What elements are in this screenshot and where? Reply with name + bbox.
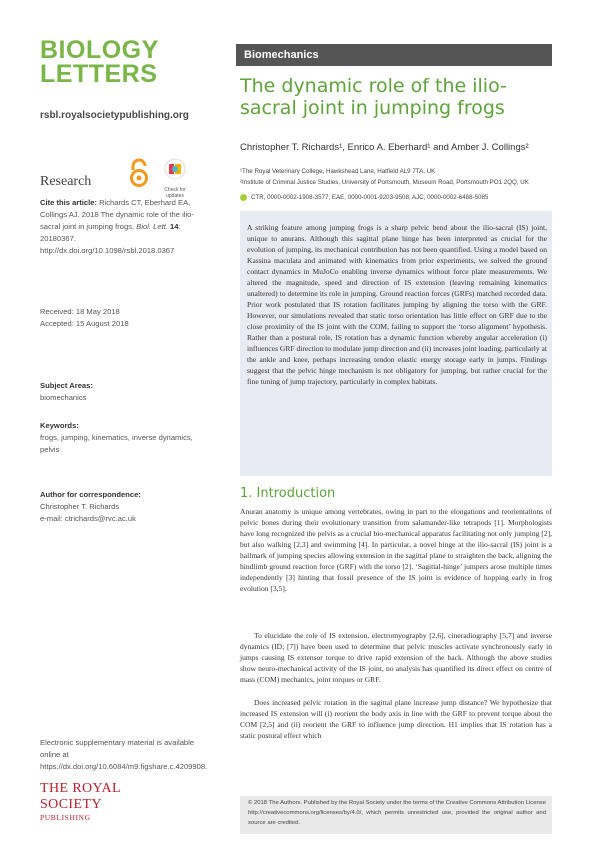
citation-text: Richards CT, Eberhard EA, Collings AJ. 2018 The dynamic role of the ilio-sacral joint in jumping frogs. [40, 198, 194, 231]
copyright-text: © 2018 The Authors. Published by the Royal Society under the terms of the Creative Commons Attribution License http://creativecommons.org/licenses/by/4.0/, which permits unrestricted use, provided the original author and source are credited. [248, 800, 546, 826]
keywords-label: Keywords: [40, 421, 79, 430]
intro-paragraph-3: Does increased pelvic rotation in the sagittal plane increase jump distance? We hypothesize that increased IS extension will (i) reorient the body axis in line with the GRF to prevent torque about the COM [2,5] and (ii) reorient the GRF to influence jump direction. H1 implies that IS rotation has a static postural effect which [240, 698, 552, 740]
intro-heading: 1. Introduction [240, 486, 336, 501]
royal-society-logo-line2: PUBLISHING [40, 813, 91, 822]
orcid-icon [240, 194, 247, 201]
subject-areas-value: biomechanics [40, 393, 87, 402]
section-label: Research [40, 174, 92, 189]
author-list: Christopher T. Richards¹, Enrico A. Eberhard¹ and Amber J. Collings² [240, 142, 529, 153]
citation-journal: Biol. Lett. [136, 222, 168, 231]
supplementary-material-note: Electronic supplementary material is available online at https://dx.doi.org/10.6084/m9.figshare.c.4209908. [40, 738, 208, 771]
intro-paragraph-1: Anuran anatomy is unique among vertebrates, owing in part to the elongations and reorientations of pelvic bones during their evolutionary transition from salamander-like tetrapods [1]. Morphologists have long recognized the pelvis as a crucial bio-mechanical apparatus facilitating not only jumping [2], but also walking [2,3] and swimming [4]. In particular, a novel hinge at the ilio-sacral (IS) joint is a hallmark of jumping species allowing extension in the sagittal plane to straighten the back, aligning the hindlimb ground reaction force (GRF) with the torso [2]. ‘Sagittal-hinge’ jumpers arose multiple times independently [3] hinting that fossil presence of the IS joint is evidence of hopping early in frog evolution [3,5]. [240, 507, 552, 593]
orcid-ids: CTR, 0000-0002-1908-3577; EAE, 0000-0001-9203-9508; AJC, 0000-0002-6488-5085 [251, 194, 489, 201]
citation-block: Cite this article: Richards CT, Eberhard EA, Collings AJ. 2018 The dynamic role of the ilio-sacral joint in jumping frogs. Biol. Lett. 14: 20180367. http://dx.doi.org/10.1098/rsbl.2018.0367 [40, 198, 194, 255]
keywords-block [40, 420, 195, 456]
received-date: Received: 18 May 2018 [40, 307, 120, 316]
check-for-updates-label: Check for updates [164, 187, 186, 199]
journal-logo-line2: LETTERS [40, 60, 158, 88]
royal-society-logo [40, 781, 180, 822]
citation-label: Cite this article: [40, 198, 97, 207]
journal-logo-line1: BIOLOGY [40, 36, 159, 64]
affiliation-1: ¹The Royal Veterinary College, Hawkshead Lane, Hatfield AL9 7TA, UK [240, 168, 436, 175]
abstract-text: A striking feature among jumping frogs is a sharp pelvic bend about the ilio-sacral (IS) joint, unique to anurans. Although this sagittal plane hinge has been interpreted as crucial for the evolution of jumping, its mechanical contribution has not been quantified. Using a model based on Kassina maculata and animated with kinematics from prior experiments, we solved the ground contact dynamics in MuJoCo enabling inverse dynamics without force plate measurements. We altered the magnitude, speed and direction of IS extension (leaving remaining kinematics unaltered) to determine its role in jumping. Ground reaction forces (GRFs) matched recorded data. Prior work postulated that IS rotation facilitates jumping by aligning the torso with the GRF. However, our simulations revealed that static torso orientation has little effect on GRF due to the close proximity of the IS joint with the COM, failing to support the ‘torso alignment’ hypothesis. Rather than a postural role, IS rotation has a dynamic function whereby angular acceleration (i) influences GRF direction to modulate jump direction and (ii) increases joint loading, particularly at the ankle and knee, perhaps increasing tendon elastic energy storage early in jumps. Findings suggest that the pelvic hinge mechanism is not obligatory for jumping, but rather crucial for the fine tuning of jump trajectory, particularly in complex habitats. [247, 223, 547, 386]
correspondence-email[interactable]: e-mail: ctrichards@rvc.ac.uk [40, 514, 136, 523]
citation-doi[interactable]: http://dx.doi.org/10.1098/rsbl.2018.0367 [40, 246, 175, 255]
subject-areas-label: Subject Areas: [40, 381, 93, 390]
royal-society-logo-line1: THE ROYAL SOCIETY [40, 781, 121, 812]
correspondence-label: Author for correspondence: [40, 490, 141, 499]
citation-volume: 14 [170, 222, 179, 231]
topic-band: Biomechanics [236, 44, 552, 66]
intro-paragraph-2: To elucidate the role of IS extension, electromyography [2,6], cineradiography [5,7] and inverse dynamics (ID; [7]) have been used to determine that pelvic muscles activate synchronously early in jumps causing IS extensor torque to drive rapid extension of the back. Although the above studies show neuro-mechanical activity of the IS joint, no analysis has quantified its direct effect on centre of mass (COM) mechanics, joint torques or GRF. [240, 631, 552, 684]
correspondence-name: Christopher T. Richards [40, 502, 120, 511]
journal-url[interactable]: rsbl.royalsocietypublishing.org [40, 110, 189, 121]
article-title: The dynamic role of the ilio-sacral joint in jumping frogs [240, 75, 507, 119]
open-access-icon [128, 158, 150, 188]
dates-block [40, 306, 195, 330]
orcid-line [240, 193, 552, 203]
accepted-date: Accepted: 15 August 2018 [40, 319, 129, 328]
journal-logo [40, 38, 170, 86]
check-for-updates-icon[interactable] [160, 158, 190, 199]
affiliation-2: ²Institute of Criminal Justice Studies, University of Portsmouth, Museum Road, Portsmouth PO1 2QQ, UK [240, 179, 529, 186]
citation-article: 20180367. [40, 234, 76, 243]
subject-areas-block [40, 380, 195, 404]
keywords-value: frogs, jumping, kinematics, inverse dynamics, pelvis [40, 433, 193, 454]
correspondence-block [40, 489, 195, 525]
